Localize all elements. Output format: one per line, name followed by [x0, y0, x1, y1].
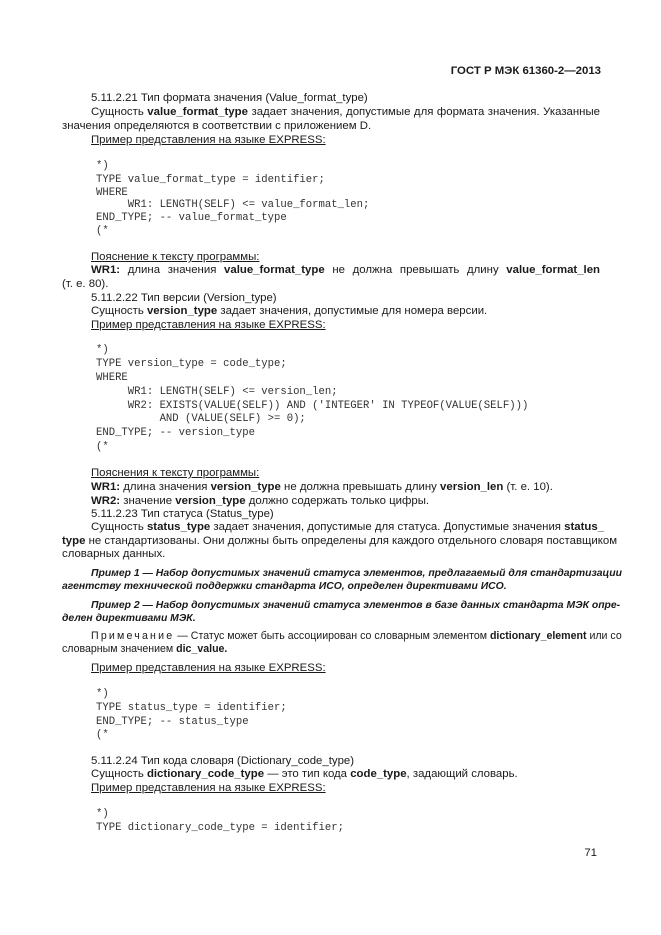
example-caption: Пример представления на языке EXPRESS: — [91, 319, 326, 331]
code-line: WR2: EXISTS(VALUE(SELF)) AND ('INTEGER' IN TYPEOF(VALUE(SELF))) — [96, 400, 529, 412]
section-heading: 5.11.2.22 Тип версии (Version_type) — [91, 292, 277, 304]
code-line: END_TYPE; -- version_type — [96, 427, 255, 439]
code-line: TYPE status_type = identifier; — [96, 702, 287, 714]
code-line: TYPE value_format_type = identifier; — [96, 174, 325, 186]
example-note: делен директивами МЭК. — [62, 613, 196, 624]
section-heading: 5.11.2.23 Тип статуса (Status_type) — [91, 508, 274, 520]
explanation-caption: Пояснения к тексту программы: — [91, 467, 260, 479]
paragraph-line: (т. е. 80). — [62, 278, 109, 290]
code-line: *) — [96, 688, 109, 700]
note-line: Примечание — Статус может быть ассоциирован со словарным элементом dictionary_element или со — [91, 630, 622, 642]
example-note: Пример 1 — Набор допустимых значений статуса элементов, предлагаемый для стандартизации — [91, 568, 622, 579]
section-heading: 5.11.2.21 Тип формата значения (Value_format_type) — [91, 92, 368, 104]
example-caption: Пример представления на языке EXPRESS: — [91, 134, 326, 146]
code-line: *) — [96, 344, 109, 356]
code-line: (* — [96, 441, 109, 453]
paragraph-line: Сущность version_type задает значения, допустимые для номера версии. — [91, 305, 488, 317]
paragraph-line: Сущность dictionary_code_type — это тип кода code_type, задающий словарь. — [91, 768, 518, 780]
paragraph-line: значения определяются в соответствии с приложением D. — [62, 120, 372, 132]
code-line: WHERE — [96, 187, 128, 199]
code-line: WR1: LENGTH(SELF) <= value_format_len; — [96, 199, 370, 211]
paragraph-line: Сущность value_format_type задает значения, допустимые для формата значения. Указанные — [91, 106, 600, 118]
explanation-caption: Пояснение к тексту программы: — [91, 251, 260, 263]
code-line: AND (VALUE(SELF) >= 0); — [96, 413, 306, 425]
code-line: TYPE dictionary_code_type = identifier; — [96, 822, 344, 834]
paragraph-line: Сущность status_type задает значения, допустимые для статуса. Допустимые значения status_ — [91, 521, 605, 533]
example-note: агентству технической поддержки стандарта ИСО, определен директивами ИСО. — [62, 581, 507, 592]
note-line: словарным значением dic_value. — [62, 643, 228, 655]
example-caption: Пример представления на языке EXPRESS: — [91, 662, 326, 674]
section-heading: 5.11.2.24 Тип кода словаря (Dictionary_code_type) — [91, 755, 355, 767]
code-line: END_TYPE; -- status_type — [96, 716, 249, 728]
paragraph-line: WR2: значение version_type должно содержать только цифры. — [91, 495, 430, 507]
paragraph-line: словарных данных. — [62, 548, 166, 560]
code-line: *) — [96, 160, 109, 172]
example-note: Пример 2 — Набор допустимых значений статуса элементов в базе данных стандарта МЭК опре- — [91, 600, 621, 611]
code-line: (* — [96, 225, 109, 237]
code-line: END_TYPE; -- value_format_type — [96, 212, 287, 224]
page-header: ГОСТ Р МЭК 61360-2—2013 — [450, 65, 601, 77]
paragraph-line: WR1: длина значения value_format_type не должна превышать длину value_format_len — [91, 264, 600, 276]
page-number: 71 — [584, 847, 597, 859]
paragraph-line: type не стандартизованы. Они должны быть определены для каждого отдельного словаря поставщиком — [62, 535, 618, 547]
code-line: TYPE version_type = code_type; — [96, 358, 287, 370]
example-caption: Пример представления на языке EXPRESS: — [91, 782, 326, 794]
code-line: WHERE — [96, 372, 128, 384]
code-line: (* — [96, 729, 109, 741]
paragraph-line: WR1: длина значения version_type не должна превышать длину version_len (т. е. 10). — [91, 481, 553, 493]
code-line: *) — [96, 808, 109, 820]
code-line: WR1: LENGTH(SELF) <= version_len; — [96, 386, 338, 398]
